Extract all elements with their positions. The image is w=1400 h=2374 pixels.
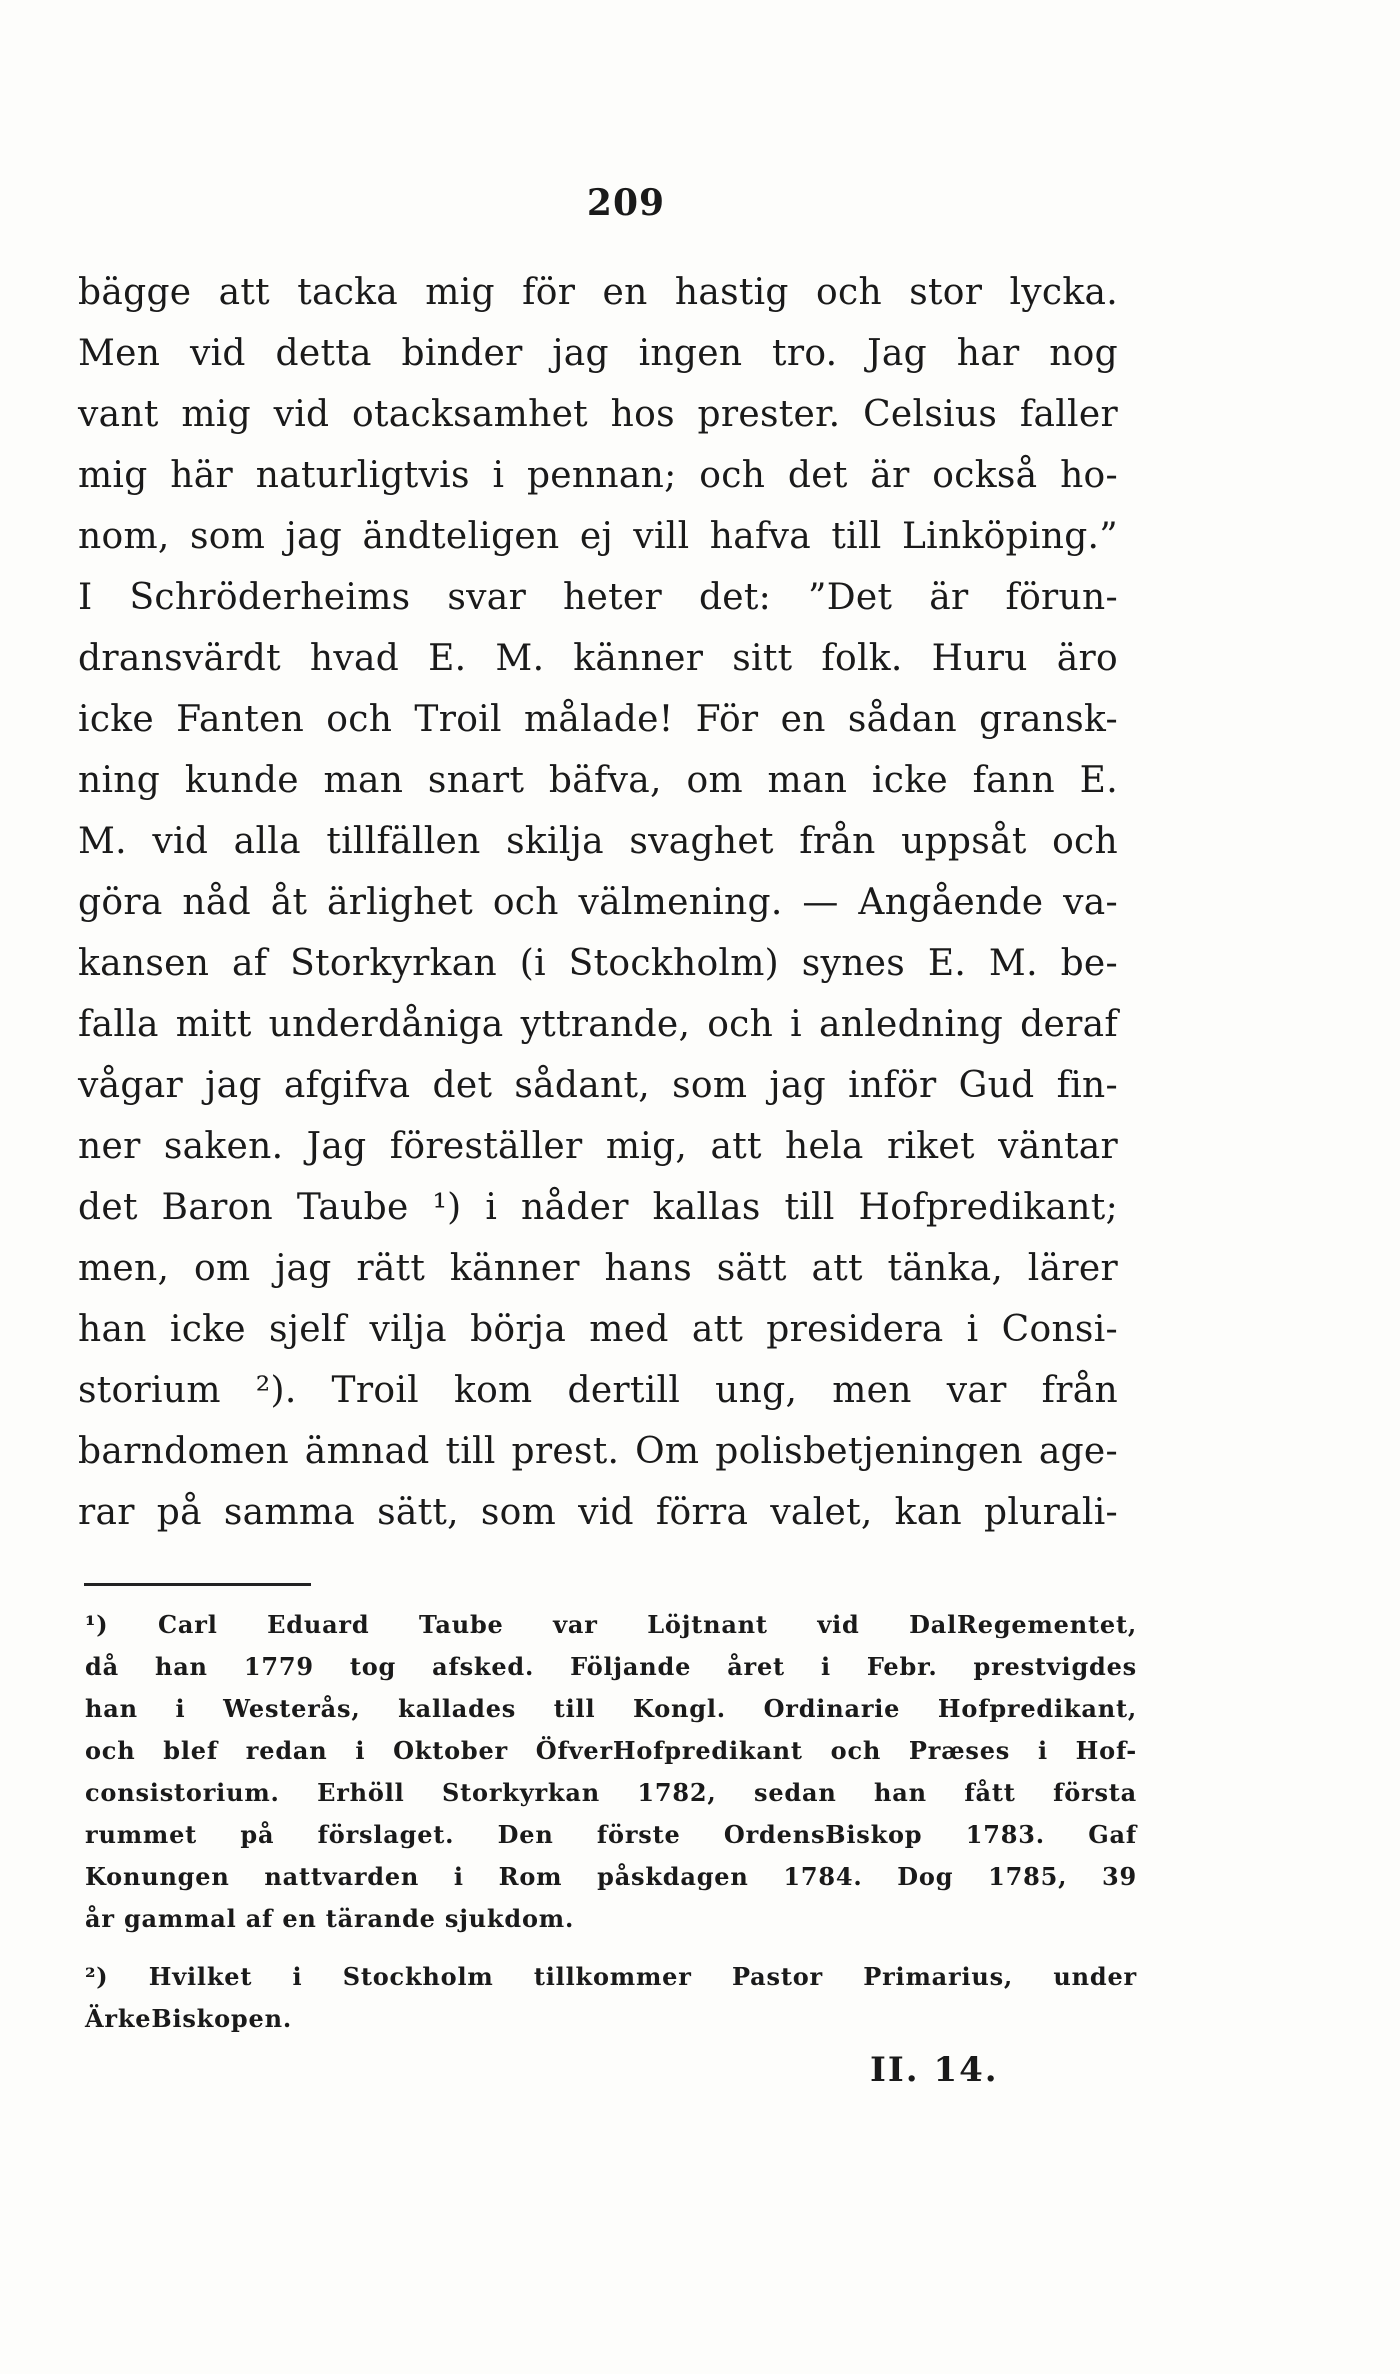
- footnote-line: ²) Hvilket i Stockholm tillkommer Pastor Primarius, under: [85, 1962, 1137, 1991]
- signature-mark: II. 14.: [870, 2050, 999, 2090]
- footnote-divider: [84, 1583, 311, 1586]
- page-number: 209: [586, 182, 666, 224]
- footnote-line: ÄrkeBiskopen.: [85, 2004, 292, 2033]
- footnote-gap: [85, 1940, 1137, 1956]
- footnote-line: han i Westerås, kallades till Kongl. Ordinarie Hofpredikant,: [85, 1694, 1137, 1723]
- body-line: rar på samma sätt, som vid förra valet, kan plurali-: [78, 1492, 1118, 1533]
- body-line: M. vid alla tillfällen skilja svaghet från uppsåt och: [78, 821, 1118, 862]
- footnote-line: consistorium. Erhöll Storkyrkan 1782, sedan han fått första: [85, 1778, 1137, 1807]
- body-line: nom, som jag ändteligen ej vill hafva till Linköping.”: [78, 516, 1118, 557]
- body-line: I Schröderheims svar heter det: ”Det är förun-: [78, 577, 1118, 618]
- body-line: ner saken. Jag föreställer mig, att hela riket väntar: [78, 1126, 1118, 1167]
- body-line: men, om jag rätt känner hans sätt att tänka, lärer: [78, 1248, 1118, 1289]
- body-line: storium ²). Troil kom dertill ung, men var från: [78, 1370, 1118, 1411]
- footnote-2: [85, 1956, 1137, 2040]
- body-line: han icke sjelf vilja börja med att presidera i Consi-: [78, 1309, 1118, 1350]
- body-line: kansen af Storkyrkan (i Stockholm) synes E. M. be-: [78, 943, 1118, 984]
- body-line: falla mitt underdåniga yttrande, och i anledning deraf: [78, 1004, 1118, 1045]
- footnote-line: då han 1779 tog afsked. Följande året i Febr. prestvigdes: [85, 1652, 1137, 1681]
- body-line: barndomen ämnad till prest. Om polisbetjeningen age-: [78, 1431, 1118, 1472]
- footnote-line: Konungen nattvarden i Rom påskdagen 1784. Dog 1785, 39: [85, 1862, 1137, 1891]
- body-line: ning kunde man snart bäfva, om man icke fann E.: [78, 760, 1118, 801]
- footnote-line: rummet på förslaget. Den förste OrdensBiskop 1783. Gaf: [85, 1820, 1137, 1849]
- footnote-1: [85, 1604, 1137, 1940]
- footnotes: [85, 1604, 1137, 2040]
- body-line: göra nåd åt ärlighet och välmening. — Angående va-: [78, 882, 1118, 923]
- body-line: bägge att tacka mig för en hastig och stor lycka.: [78, 272, 1118, 313]
- body-text: [78, 262, 1118, 1543]
- body-line: det Baron Taube ¹) i nåder kallas till Hofpredikant;: [78, 1187, 1118, 1228]
- footnote-line: år gammal af en tärande sjukdom.: [85, 1904, 575, 1933]
- footnote-line: ¹) Carl Eduard Taube var Löjtnant vid DalRegementet,: [85, 1610, 1137, 1639]
- body-line: mig här naturligtvis i pennan; och det är också ho-: [78, 455, 1118, 496]
- body-line: Men vid detta binder jag ingen tro. Jag har nog: [78, 333, 1118, 374]
- body-line: icke Fanten och Troil målade! För en sådan gransk-: [78, 699, 1118, 740]
- body-line: vant mig vid otacksamhet hos prester. Celsius faller: [78, 394, 1118, 435]
- body-line: vågar jag afgifva det sådant, som jag inför Gud fin-: [78, 1065, 1118, 1106]
- body-line: dransvärdt hvad E. M. känner sitt folk. Huru äro: [78, 638, 1118, 679]
- footnote-line: och blef redan i Oktober ÖfverHofpredikant och Præses i Hof-: [85, 1736, 1137, 1765]
